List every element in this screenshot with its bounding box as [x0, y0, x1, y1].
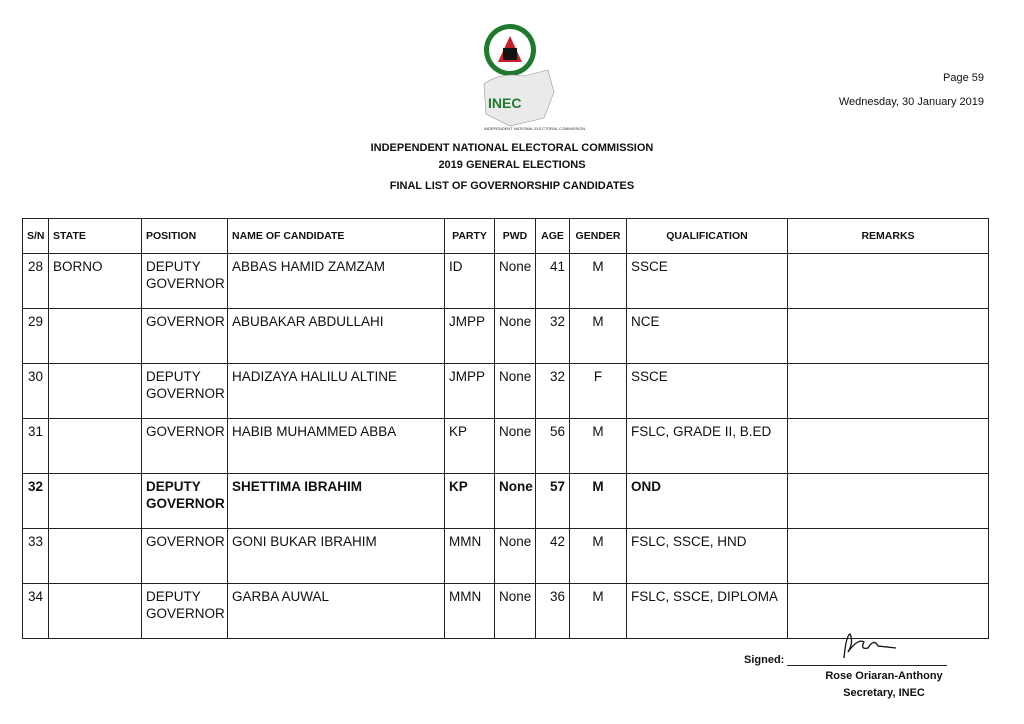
- col-party: PARTY: [445, 219, 495, 254]
- cell-party: JMPP: [445, 364, 495, 419]
- cell-remarks: [788, 254, 989, 309]
- col-position: POSITION: [142, 219, 228, 254]
- cell-gender: F: [570, 364, 627, 419]
- page-date: Wednesday, 30 January 2019: [838, 96, 984, 108]
- signature-line: [787, 665, 947, 666]
- cell-age: 32: [536, 364, 570, 419]
- inec-logo: [470, 22, 586, 142]
- cell-qualification: OND: [627, 474, 788, 529]
- col-state: STATE: [49, 219, 142, 254]
- col-sn: S/N: [23, 219, 49, 254]
- cell-gender: M: [570, 254, 627, 309]
- cell-position: GOVERNOR: [142, 309, 228, 364]
- logo-text: INEC: [488, 95, 522, 111]
- cell-position: DEPUTY GOVERNOR: [142, 254, 228, 309]
- cell-position: GOVERNOR: [142, 419, 228, 474]
- candidates-table: [22, 218, 989, 639]
- cell-name: HADIZAYA HALILU ALTINE: [228, 364, 445, 419]
- table-header-row: [23, 219, 989, 254]
- cell-qualification: SSCE: [627, 254, 788, 309]
- col-name: NAME OF CANDIDATE: [228, 219, 445, 254]
- cell-party: KP: [445, 474, 495, 529]
- cell-remarks: [788, 419, 989, 474]
- cell-sn: 31: [23, 419, 49, 474]
- signed-label: Signed:: [744, 654, 785, 666]
- table-row: [23, 529, 989, 584]
- cell-sn: 29: [23, 309, 49, 364]
- table-row: [23, 254, 989, 309]
- cell-position: DEPUTY GOVERNOR: [142, 474, 228, 529]
- cell-age: 42: [536, 529, 570, 584]
- signature-mark: [838, 628, 898, 664]
- cell-pwd: None: [495, 529, 536, 584]
- cell-age: 32: [536, 309, 570, 364]
- cell-pwd: None: [495, 364, 536, 419]
- cell-remarks: [788, 309, 989, 364]
- table-row: [23, 419, 989, 474]
- cell-qualification: FSLC, SSCE, HND: [627, 529, 788, 584]
- cell-position: DEPUTY GOVERNOR: [142, 364, 228, 419]
- col-gender: GENDER: [570, 219, 627, 254]
- cell-name: SHETTIMA IBRAHIM: [228, 474, 445, 529]
- signatory-title: Secretary, INEC: [843, 687, 925, 699]
- cell-pwd: None: [495, 254, 536, 309]
- cell-state: [49, 309, 142, 364]
- header-list-title: FINAL LIST OF GOVERNORSHIP CANDIDATES: [389, 180, 635, 192]
- cell-state: [49, 474, 142, 529]
- cell-name: ABBAS HAMID ZAMZAM: [228, 254, 445, 309]
- cell-qualification: SSCE: [627, 364, 788, 419]
- cell-name: GARBA AUWAL: [228, 584, 445, 639]
- cell-state: [49, 419, 142, 474]
- cell-party: ID: [445, 254, 495, 309]
- cell-qualification: NCE: [627, 309, 788, 364]
- signatory-name: Rose Oriaran-Anthony: [825, 670, 943, 682]
- cell-position: DEPUTY GOVERNOR: [142, 584, 228, 639]
- cell-party: KP: [445, 419, 495, 474]
- cell-remarks: [788, 364, 989, 419]
- cell-gender: M: [570, 584, 627, 639]
- cell-pwd: None: [495, 309, 536, 364]
- cell-gender: M: [570, 474, 627, 529]
- col-remarks: REMARKS: [788, 219, 989, 254]
- cell-state: [49, 584, 142, 639]
- cell-pwd: None: [495, 474, 536, 529]
- cell-state: BORNO: [49, 254, 142, 309]
- cell-pwd: None: [495, 419, 536, 474]
- cell-age: 41: [536, 254, 570, 309]
- col-age: AGE: [536, 219, 570, 254]
- cell-sn: 32: [23, 474, 49, 529]
- cell-state: [49, 364, 142, 419]
- cell-remarks: [788, 529, 989, 584]
- cell-sn: 33: [23, 529, 49, 584]
- cell-state: [49, 529, 142, 584]
- cell-party: JMPP: [445, 309, 495, 364]
- cell-age: 56: [536, 419, 570, 474]
- cell-name: HABIB MUHAMMED ABBA: [228, 419, 445, 474]
- cell-sn: 28: [23, 254, 49, 309]
- page-number: Page 59: [943, 72, 984, 84]
- table-row: [23, 309, 989, 364]
- cell-qualification: FSLC, GRADE II, B.ED: [627, 419, 788, 474]
- logo-subtext: INDEPENDENT NATIONAL ELECTORAL COMMISSION: [484, 126, 586, 131]
- table-row: [23, 364, 989, 419]
- cell-remarks: [788, 474, 989, 529]
- cell-sn: 34: [23, 584, 49, 639]
- table-row: [23, 474, 989, 529]
- cell-gender: M: [570, 529, 627, 584]
- cell-party: MMN: [445, 529, 495, 584]
- cell-name: ABUBAKAR ABDULLAHI: [228, 309, 445, 364]
- cell-gender: M: [570, 419, 627, 474]
- cell-name: GONI BUKAR IBRAHIM: [228, 529, 445, 584]
- cell-gender: M: [570, 309, 627, 364]
- header-commission: INDEPENDENT NATIONAL ELECTORAL COMMISSION: [370, 142, 654, 154]
- col-pwd: PWD: [495, 219, 536, 254]
- cell-age: 36: [536, 584, 570, 639]
- cell-qualification: FSLC, SSCE, DIPLOMA: [627, 584, 788, 639]
- cell-party: MMN: [445, 584, 495, 639]
- col-qualification: QUALIFICATION: [627, 219, 788, 254]
- header-elections: 2019 GENERAL ELECTIONS: [438, 159, 586, 171]
- cell-pwd: None: [495, 584, 536, 639]
- cell-position: GOVERNOR: [142, 529, 228, 584]
- cell-sn: 30: [23, 364, 49, 419]
- cell-age: 57: [536, 474, 570, 529]
